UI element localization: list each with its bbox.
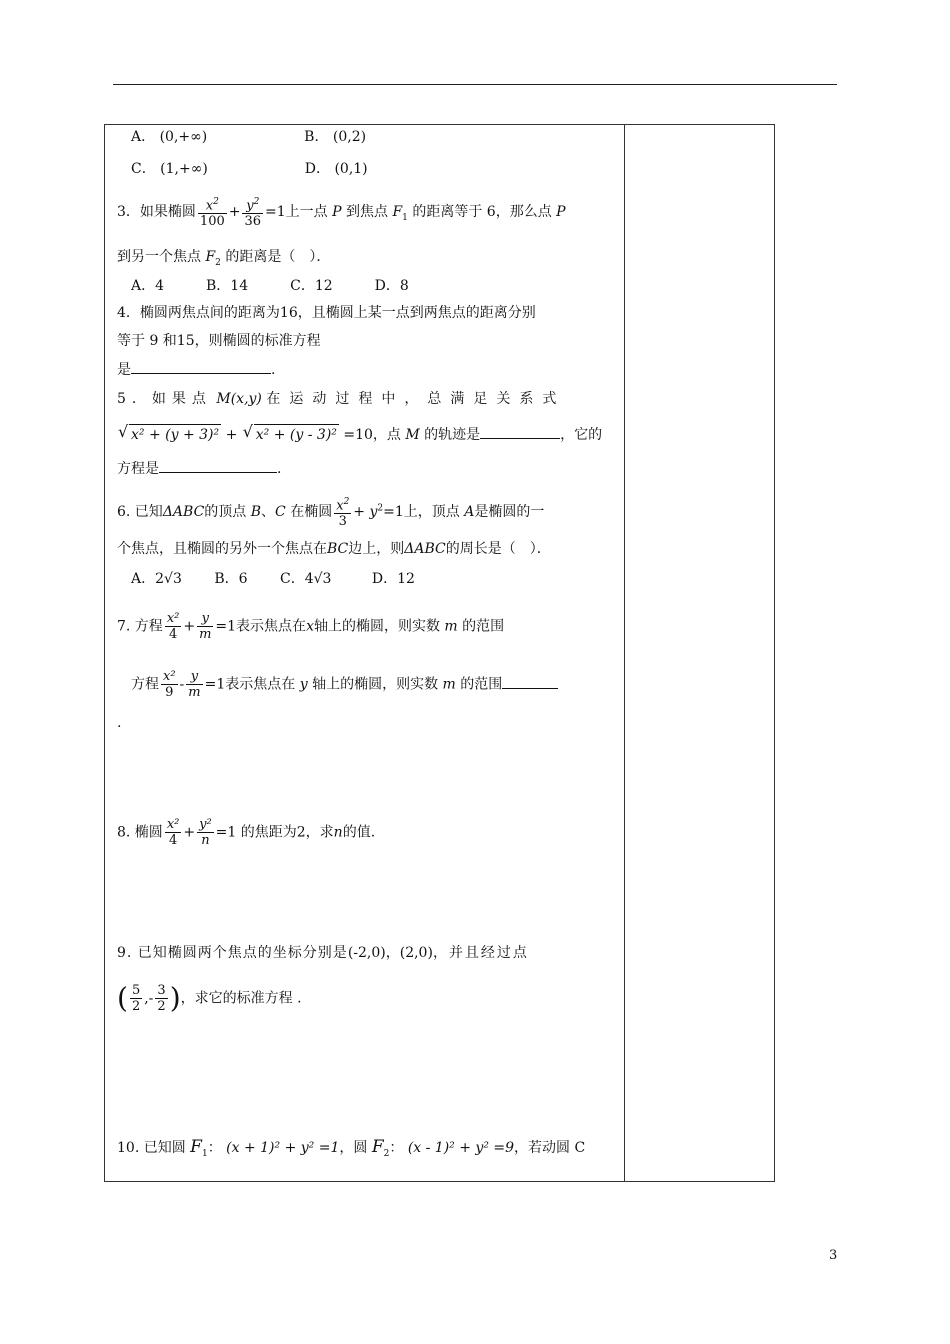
q7-frac-2: [197, 611, 213, 642]
q6-l1d: + y: [353, 504, 378, 521]
question-3-options: [131, 276, 409, 296]
q7-f2t: y: [197, 611, 213, 627]
question-6-line1: 6. 已知ΔABC的顶点 B、C 在椭圆 $\frac{x^2}{3}$ + $y^2=1$上，顶点 A是椭圆的一: [117, 497, 545, 530]
option-row-cd: [131, 159, 368, 179]
column-divider: [624, 125, 625, 1181]
q3-line2a: 到另一个焦点: [117, 249, 201, 265]
q5-l3: 方程是: [117, 461, 159, 477]
q7-l2a: 方程: [131, 676, 159, 693]
q5-l2b: 的轨迹是: [424, 427, 481, 443]
question-4-line2: [117, 331, 321, 351]
q5-text-a: 5．如果点: [117, 391, 212, 407]
q10-eq2: (x - 1)² + y² =9: [407, 1140, 515, 1156]
q6-opt-b: B．6: [214, 571, 248, 587]
q7-g1b: 9: [165, 685, 174, 700]
q5-radical-1: √ x² + (y + 3)²: [129, 424, 221, 445]
q10-l1a: 10. 已知圆: [117, 1140, 186, 1156]
q7-frac-3: [161, 669, 178, 700]
question-3-line1: 3．如果椭圆 $\frac{x^2}{100}$ + $\frac{y^2}{36}$ =1上一点 P 到焦点 $F_1$ 的距离等于 6，那么点 P: [117, 197, 566, 230]
q7-l1a: 7. 方程: [117, 618, 163, 635]
q6-sep: 、: [261, 504, 276, 521]
q6-l1b: 的顶点: [204, 504, 247, 521]
q7-f1t: x²: [166, 611, 180, 626]
q10-colon: ：: [207, 1140, 222, 1156]
q6-c: C: [275, 504, 286, 521]
q10-colon-2: ：: [389, 1140, 404, 1156]
q9-l1b: ，并且经过点: [432, 945, 529, 961]
q5-point-m: M(x,y): [216, 391, 262, 407]
q3-line2b: 的距离是（ ）．: [225, 249, 331, 265]
q7-y: y: [299, 676, 308, 693]
q8-f2t: y²: [199, 817, 212, 832]
q8-l1c: ，求: [305, 824, 334, 841]
question-10-line1: 10. 已知圆 $F_1$： (x + 1)² + y² =1，圆 $F_2$： (x - 1)² + y² =9，若动圆 C: [117, 1137, 586, 1159]
question-9-line1: [117, 943, 529, 963]
q7-frac-1: [165, 611, 182, 642]
option-c-value: (1,+∞): [160, 161, 208, 177]
q7-g2b: m: [188, 685, 201, 700]
q6-opt-c-val: 4√3: [304, 571, 332, 587]
q6-fbot: 3: [338, 514, 347, 530]
q9-f2t: 3: [157, 983, 166, 998]
q6-l2b: 边上，则: [348, 541, 405, 557]
q6-opt-a: A．: [131, 571, 156, 587]
question-9-line2: ( $\frac{5}{2}$ ,- $\frac{3}{2}$ )，求它的标准方程 .: [117, 981, 302, 1015]
option-c-label: C．: [131, 161, 156, 177]
q7-l1c: 轴上的椭圆，则实数: [313, 618, 440, 635]
q3-mid2: 到焦点: [346, 204, 388, 221]
q8-l1b: =1 的焦距为: [215, 824, 297, 841]
question-7-line3: [117, 713, 121, 733]
option-a-label: A．: [131, 129, 156, 145]
question-7-line1: 7. 方程 $\frac{\text{x²}}{4}$ + $\frac{y}{m}$ =1表示焦点在x轴上的椭圆，则实数 m 的范围: [117, 611, 505, 642]
q8-f1t: x²: [166, 817, 180, 832]
q3-fraction-y: $\frac{y^2}{36}$: [244, 197, 262, 230]
q8-frac-2: [197, 817, 214, 848]
q3-fx-top: x: [205, 198, 214, 214]
q8-n: n: [333, 824, 343, 841]
question-4-line1: [117, 303, 536, 323]
q5-l2c: ，它的: [560, 427, 603, 443]
q9-l2b: ，求它的标准方程 .: [180, 990, 302, 1007]
q6-l1e: =1上，顶点: [383, 504, 460, 521]
q8-two: 2: [296, 824, 306, 841]
q6-triangle: ΔABC: [162, 504, 205, 521]
question-5-line2: √ x² + (y + 3)² + √ x² + (y - 3)² =10，点 M 的轨迹是 ，它的: [117, 424, 602, 445]
q10-mid: ，圆: [339, 1140, 368, 1156]
q8-frac-1: [165, 817, 182, 848]
q8-f2b: n: [201, 833, 210, 848]
q3-point-p2: P: [556, 204, 566, 221]
q3-point-p: P: [332, 204, 342, 221]
q3-fx-bottom: 100: [199, 214, 225, 230]
q6-l1a: 6. 已知: [117, 504, 163, 521]
option-d-label: D．: [304, 161, 330, 177]
question-5-line3: 方程是 .: [117, 458, 281, 479]
q7-l1d: 的范围: [462, 618, 505, 635]
q5-blank-1: [480, 424, 560, 439]
page-number: 3: [829, 1248, 838, 1263]
q9-f2b: 2: [157, 999, 166, 1014]
q3-text: 3．如果椭圆: [117, 204, 196, 221]
q5-blank-2: [159, 458, 277, 473]
question-3-line2: 到另一个焦点 $F_2$ 的距离是（ ）．: [117, 249, 331, 268]
q8-f1b: 4: [168, 833, 178, 848]
q6-ftop: x: [336, 498, 344, 514]
q4-line2: 等于 9 和15，则椭圆的标准方程: [117, 333, 321, 349]
q9-f1t: 5: [131, 983, 141, 998]
question-6-line2: [117, 539, 551, 559]
q9-point-1: (-2,0): [347, 945, 386, 961]
q4-line3: 是: [117, 362, 131, 378]
q5-radical-2: √ x² + (y - 3)²: [254, 424, 339, 445]
option-b-label: B．: [304, 129, 329, 145]
q6-l2c: 的周长是（ ）．: [445, 541, 551, 557]
q8-l1d: 的值.: [342, 824, 376, 841]
question-4-line3: 是 .: [117, 359, 275, 380]
q10-f2: F: [371, 1137, 384, 1157]
question-7-line2: 方程 $\frac{\text{x²}}{9}$ - $\frac{y}{m}$ =1表示焦点在 y 轴上的椭圆，则实数 m 的范围: [131, 669, 558, 700]
q6-opt-d: D．12: [371, 571, 415, 587]
option-row-ab: [131, 127, 366, 147]
q7-f2b: m: [199, 627, 212, 642]
q7-m: m: [444, 618, 458, 635]
q5-text-b: 在运动过程中，总满足关系式: [266, 391, 566, 407]
q6-l1f: 是椭圆的一: [474, 504, 545, 521]
q6-fraction: $\frac{x^2}{3}$: [336, 497, 350, 530]
q3-options: A．4 B．14 C．12 D．8: [131, 278, 409, 294]
q8-l1a: 8. 椭圆: [117, 824, 163, 841]
q7-f1b: 4: [168, 627, 178, 642]
q9-sep: ，: [385, 945, 400, 961]
q10-end: ，若动圆 C: [514, 1140, 586, 1156]
q9-frac-2: [155, 983, 167, 1014]
q7-blank: [502, 674, 558, 689]
q6-b: B: [250, 504, 262, 521]
q7-m-2: m: [442, 676, 456, 693]
option-d-value: (0,1): [334, 161, 368, 177]
q7-l2b: =1表示焦点在: [204, 676, 296, 693]
q3-focus-f2: F: [205, 249, 216, 265]
q7-l3: .: [117, 715, 122, 731]
q9-frac-1: [130, 983, 142, 1014]
q7-g2t: y: [186, 669, 202, 685]
q4-blank: [131, 359, 271, 374]
q4-line1: 4．椭圆两焦点间的距离为16，且椭圆上某一点到两焦点的距离分别: [117, 305, 536, 321]
q6-a: A: [464, 504, 475, 521]
q6-l1c: 在椭圆: [290, 504, 333, 521]
q3-fy-bottom: 36: [244, 214, 262, 230]
q7-l2c: 轴上的椭圆，则实数: [312, 676, 439, 693]
question-5-line1: [117, 389, 565, 409]
q9-l1a: 9. 已知椭圆两个焦点的坐标分别是: [117, 945, 348, 961]
q3-focus-f1: F: [392, 204, 403, 221]
option-b-value: (0,2): [332, 129, 367, 145]
q7-x: x: [306, 618, 314, 635]
q6-opt-c: C．: [279, 571, 305, 587]
q3-fy-top: y: [246, 198, 254, 214]
q7-g1t: x²: [163, 669, 176, 684]
q9-f1b: 2: [131, 999, 141, 1014]
option-a-value: (0,+∞): [159, 129, 208, 145]
q5-m: M: [405, 427, 420, 443]
q6-opt-a-val: 2√3: [155, 571, 182, 587]
q6-l2a: 个焦点，且椭圆的另外一个焦点在: [117, 541, 327, 557]
q5-eq: =10，点: [343, 427, 401, 443]
question-6-options: [131, 569, 415, 589]
q3-fraction-x: $\frac{x^2}{100}$: [199, 197, 225, 230]
q7-frac-4: [186, 669, 202, 700]
q7-l2d: 的范围: [460, 676, 503, 693]
q6-bc: BC: [327, 541, 349, 557]
q3-mid3: 的距离等于 6，那么点: [412, 204, 552, 221]
q10-f1: F: [190, 1137, 202, 1157]
q9-point-2: (2,0): [399, 945, 433, 961]
header-rule: [113, 84, 837, 85]
worksheet-table: [104, 124, 775, 1182]
q7-l1b: =1表示焦点在: [215, 618, 307, 635]
q6-triangle-2: ΔABC: [404, 541, 446, 557]
q10-eq1: (x + 1)² + y² =1: [226, 1140, 340, 1156]
q3-mid: =1上一点: [265, 204, 328, 221]
question-8-line1: 8. 椭圆 $\frac{\text{x²}}{4}$ + $\frac{\text{y²}}{n}$ =1 的焦距为2，求n的值.: [117, 817, 376, 848]
